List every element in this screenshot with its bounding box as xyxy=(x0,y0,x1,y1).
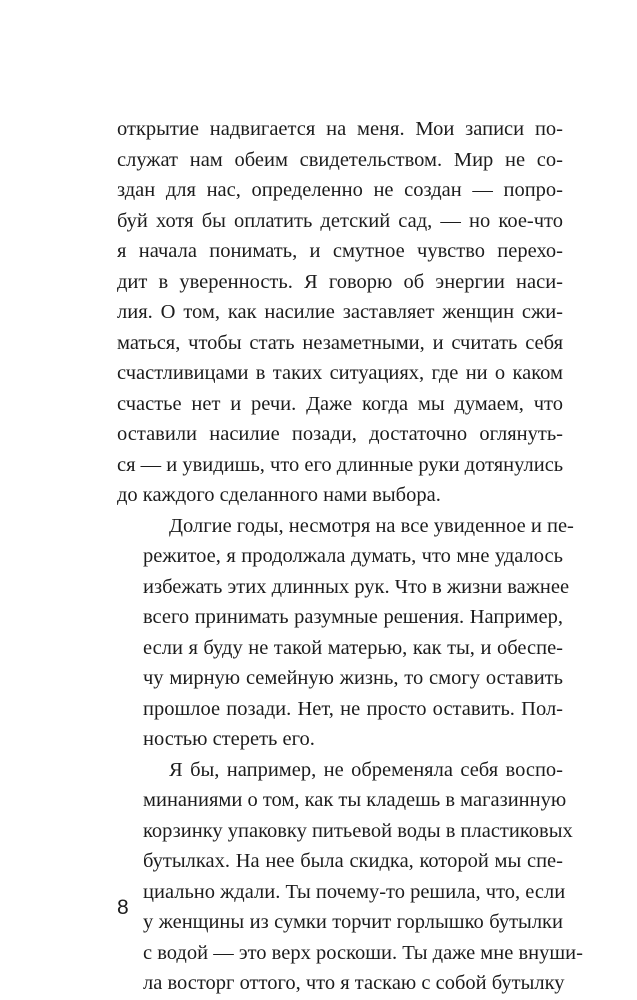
paragraph xyxy=(117,755,583,999)
text-line: у женщины из сумки торчит горлышко бутылки xyxy=(143,911,563,933)
text-line: оставили насилие позади, достаточно оглянуть- xyxy=(117,423,563,445)
text-line: до каждого сделанного нами выбора. xyxy=(117,484,441,506)
text-line: с водой — это верх роскоши. Ты даже мне внуши- xyxy=(143,941,583,964)
text-line: ла восторг оттого, что я таскаю с собой бутылку xyxy=(143,972,565,994)
text-line: здан для нас, определенно не создан — попро- xyxy=(117,179,563,201)
page-number: 8 xyxy=(117,896,129,919)
text-line: бутылках. На нее была скидка, которой мы спе- xyxy=(143,850,563,872)
text-line: ностью стереть его. xyxy=(143,728,315,750)
text-line: избежать этих длинных рук. Что в жизни важнее xyxy=(143,575,570,598)
text-line: лия. О том, как насилие заставляет женщин сжи- xyxy=(117,301,563,323)
paragraph xyxy=(117,114,563,511)
text-line: корзинку упаковку питьевой воды в пластиковых xyxy=(143,819,573,842)
text-line: счастье нет и речи. Даже когда мы думаем, что xyxy=(117,392,563,415)
text-line: я начала понимать, и смутное чувство перехо- xyxy=(117,240,563,262)
text-line: открытие надвигается на меня. Мои записи по- xyxy=(117,118,563,140)
text-line: Я бы, например, не обременяла себя воспо- xyxy=(169,758,563,781)
paragraph xyxy=(117,511,574,755)
text-line: служат нам обеим свидетельством. Мир не со- xyxy=(117,148,563,171)
text-line: циально ждали. Ты почему-то решила, что, если xyxy=(143,880,566,903)
text-line: прошлое позади. Нет, не просто оставить. Пол- xyxy=(143,697,563,720)
text-line: буй хотя бы оплатить детский сад, — но кое-что xyxy=(117,209,563,232)
text-line: Долгие годы, несмотря на все увиденное и пе- xyxy=(169,514,574,537)
text-line: минаниями о том, как ты кладешь в магазинную xyxy=(143,789,567,811)
body-text xyxy=(117,114,583,999)
text-line: дит в уверенность. Я говорю об энергии наси- xyxy=(117,270,563,293)
text-line: маться, чтобы стать незаметными, и считать себя xyxy=(117,331,563,354)
text-line: счастливицами в таких ситуациях, где ни о каком xyxy=(117,362,563,384)
text-line: чу мирную семейную жизнь, то смогу оставить xyxy=(143,667,563,689)
text-line: режитое, я продолжала думать, что мне удалось xyxy=(143,545,563,567)
text-line: ся — и увидишь, что его длинные руки дотянулись xyxy=(117,453,564,476)
text-line: если я буду не такой матерью, как ты, и обеспе- xyxy=(143,636,563,659)
text-line: всего принимать разумные решения. Например, xyxy=(143,606,563,628)
